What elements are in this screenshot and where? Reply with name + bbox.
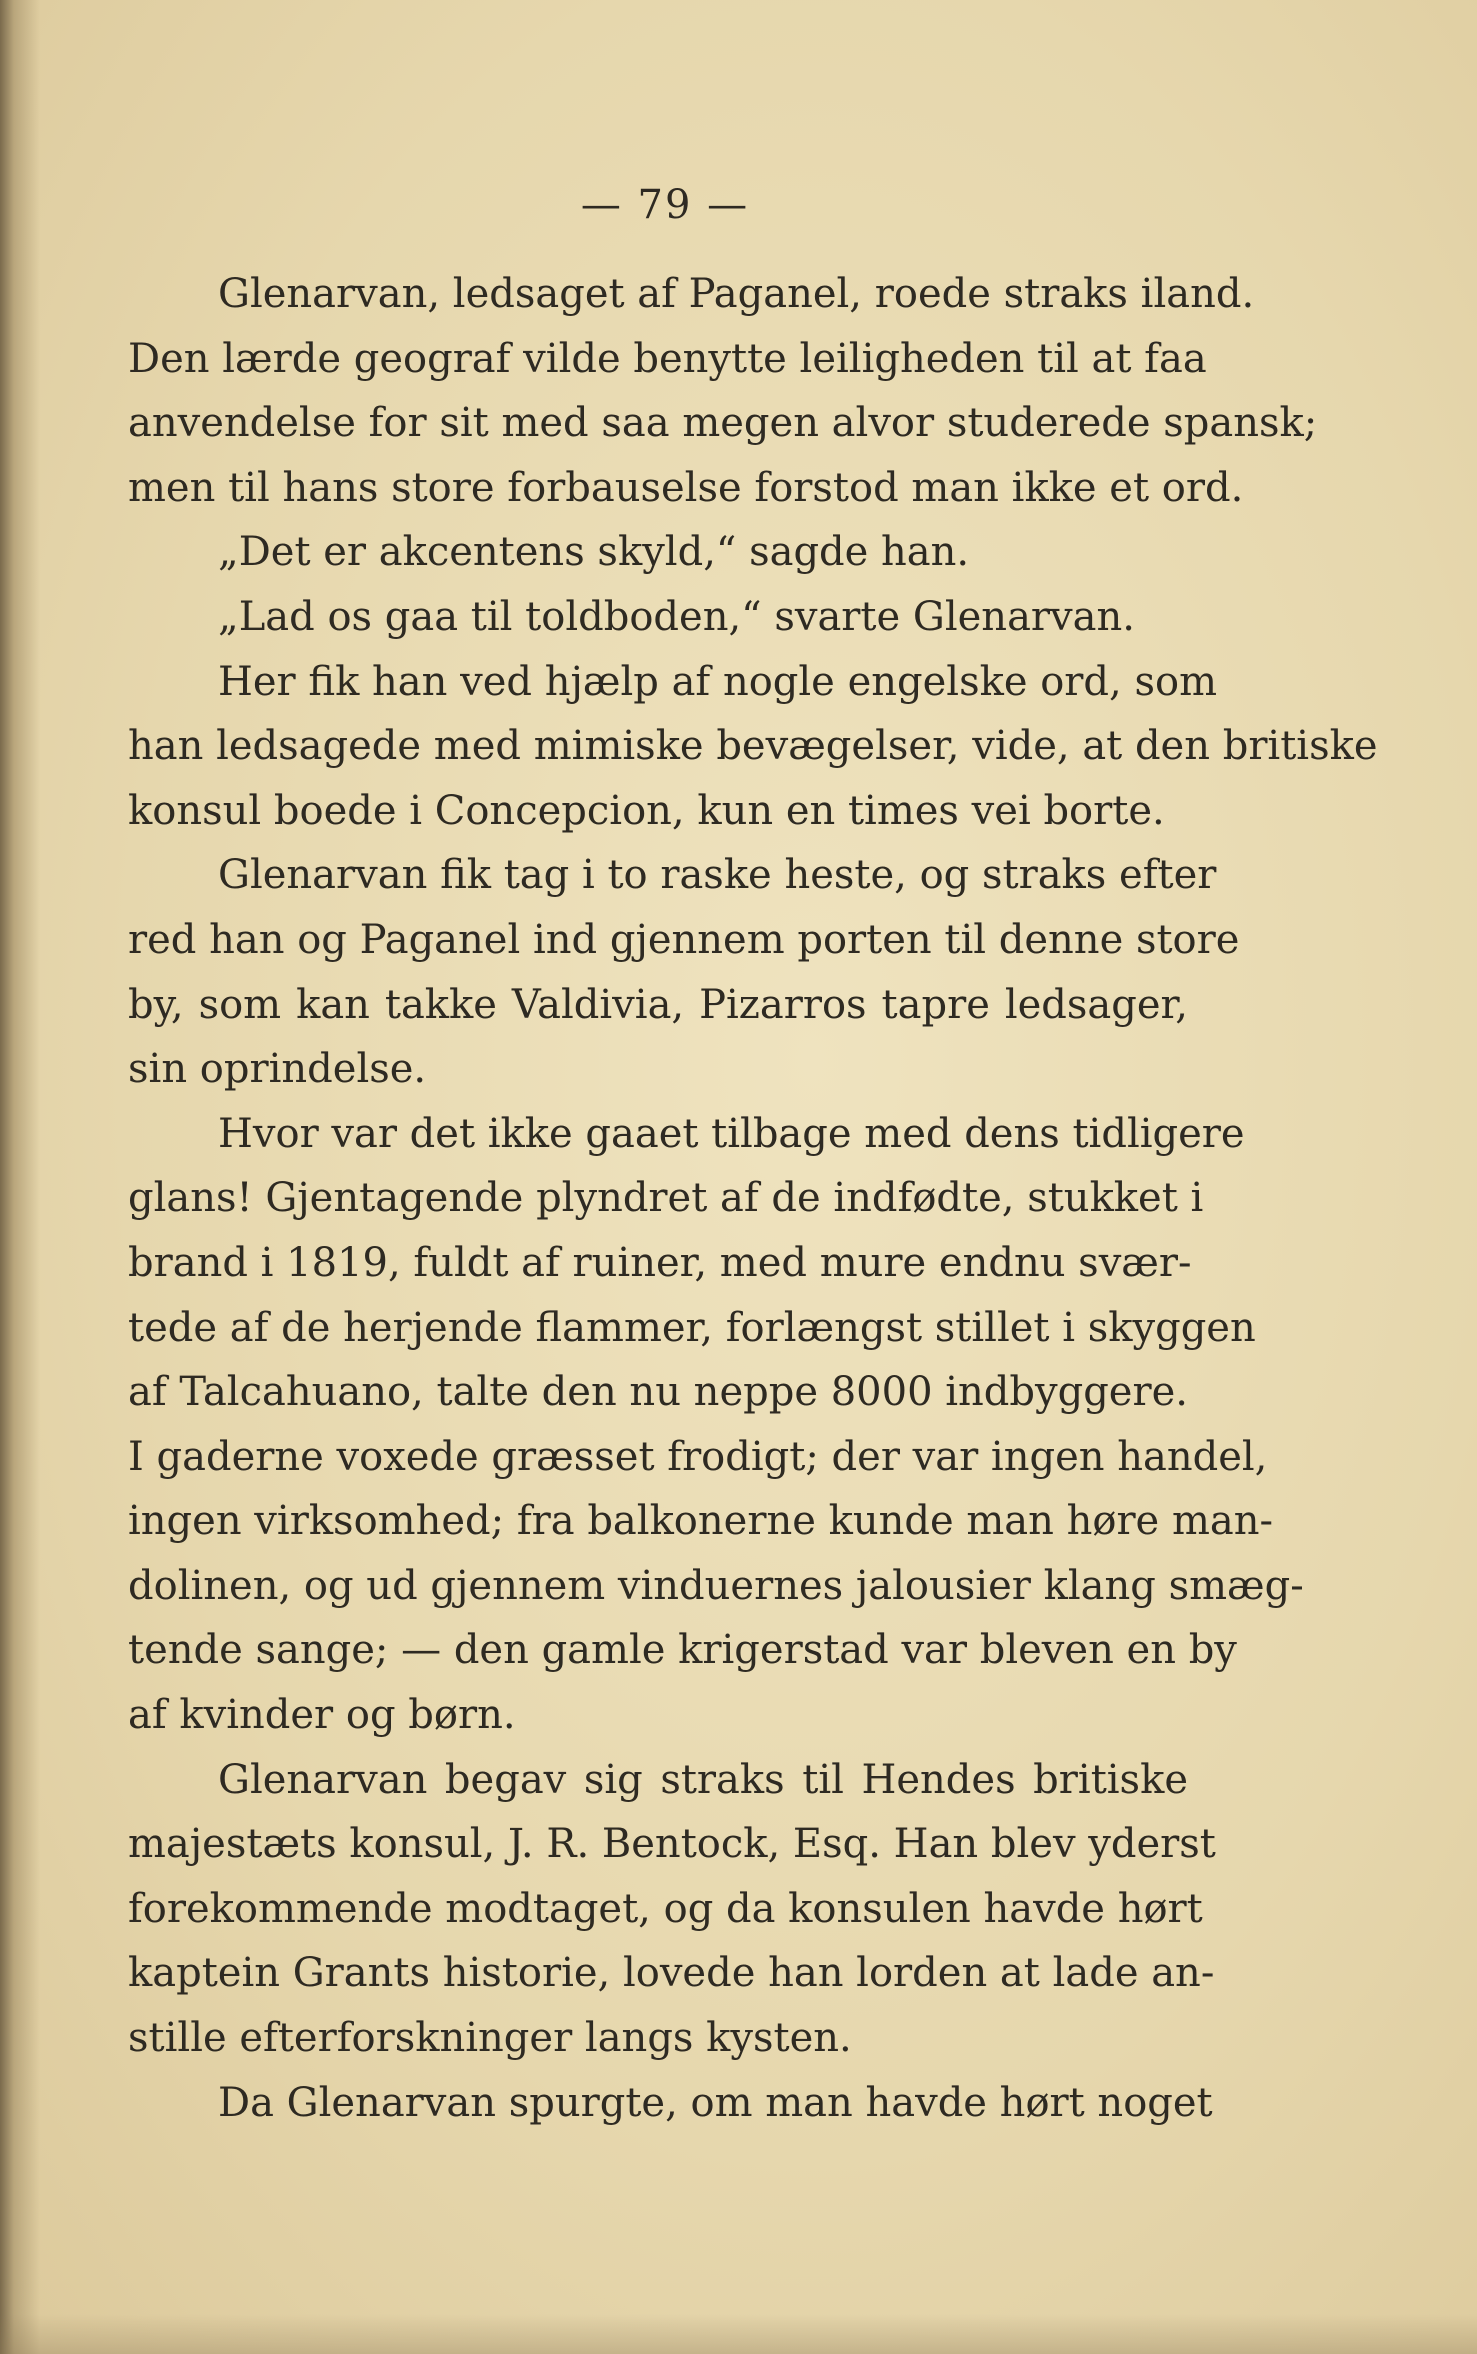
text-line: ingen virksomhed; fra balkonerne kunde man høre man- — [128, 1498, 1273, 1545]
text-line: af kvinder og børn. — [128, 1692, 516, 1739]
text-line: Den lærde geograf vilde benytte leiligheden til at faa — [128, 335, 1207, 382]
spine-shadow — [0, 0, 40, 2354]
text-line: men til hans store forbauselse forstod man ikke et ord. — [128, 464, 1244, 511]
text-line: kaptein Grants historie, lovede han lorden at lade an- — [128, 1950, 1215, 1997]
text-line: Hvor var det ikke gaaet tilbage med dens tidligere — [218, 1110, 1245, 1157]
text-line: forekommende modtaget, og da konsulen havde hørt — [128, 1885, 1203, 1932]
text-line: „Lad os gaa til toldboden,“ svarte Glenarvan. — [218, 593, 1135, 640]
text-line: majestæts konsul, J. R. Bentock, Esq. Han blev yderst — [128, 1821, 1216, 1868]
text-line: I gaderne voxede græsset frodigt; der var ingen handel, — [128, 1433, 1268, 1480]
text-line: sin oprindelse. — [128, 1046, 427, 1093]
text-line: tende sange; — den gamle krigerstad var bleven en by — [128, 1627, 1237, 1674]
text-line: Glenarvan fik tag i to raske heste, og straks efter — [218, 852, 1217, 899]
text-line: „Det er akcentens skyld,“ sagde han. — [218, 529, 970, 576]
text-line: tede af de herjende flammer, forlængst stillet i skyggen — [128, 1304, 1256, 1351]
page-number: — 79 — — [580, 182, 750, 228]
text-line: by, som kan takke Valdivia, Pizarros tapre ledsager, — [128, 981, 1188, 1028]
body-text — [128, 262, 1378, 2135]
text-line: af Talcahuano, talte den nu neppe 8000 indbyggere. — [128, 1369, 1188, 1416]
text-line: Glenarvan, ledsaget af Paganel, roede straks iland. — [218, 271, 1255, 317]
text-line: Glenarvan begav sig straks til Hendes britiske — [218, 1756, 1188, 1803]
text-line: konsul boede i Concepcion, kun en times vei borte. — [128, 787, 1165, 834]
text-line: dolinen, og ud gjennem vinduernes jalousier klang smæg- — [128, 1562, 1304, 1609]
bottom-shadow — [0, 2314, 1477, 2354]
text-line: brand i 1819, fuldt af ruiner, med mure endnu svær- — [128, 1239, 1192, 1286]
text-line: Da Glenarvan spurgte, om man havde hørt noget — [218, 2079, 1213, 2126]
text-line: han ledsagede med mimiske bevægelser, vide, at den britiske — [128, 723, 1378, 770]
text-line: anvendelse for sit med saa megen alvor studerede spansk; — [128, 400, 1318, 447]
text-line: red han og Paganel ind gjennem porten til denne store — [128, 916, 1240, 963]
text-line: glans! Gjentagende plyndret af de indfødte, stukket i — [128, 1175, 1204, 1222]
text-line: Her fik han ved hjælp af nogle engelske ord, som — [218, 658, 1218, 705]
text-line: stille efterforskninger langs kysten. — [128, 2015, 852, 2062]
